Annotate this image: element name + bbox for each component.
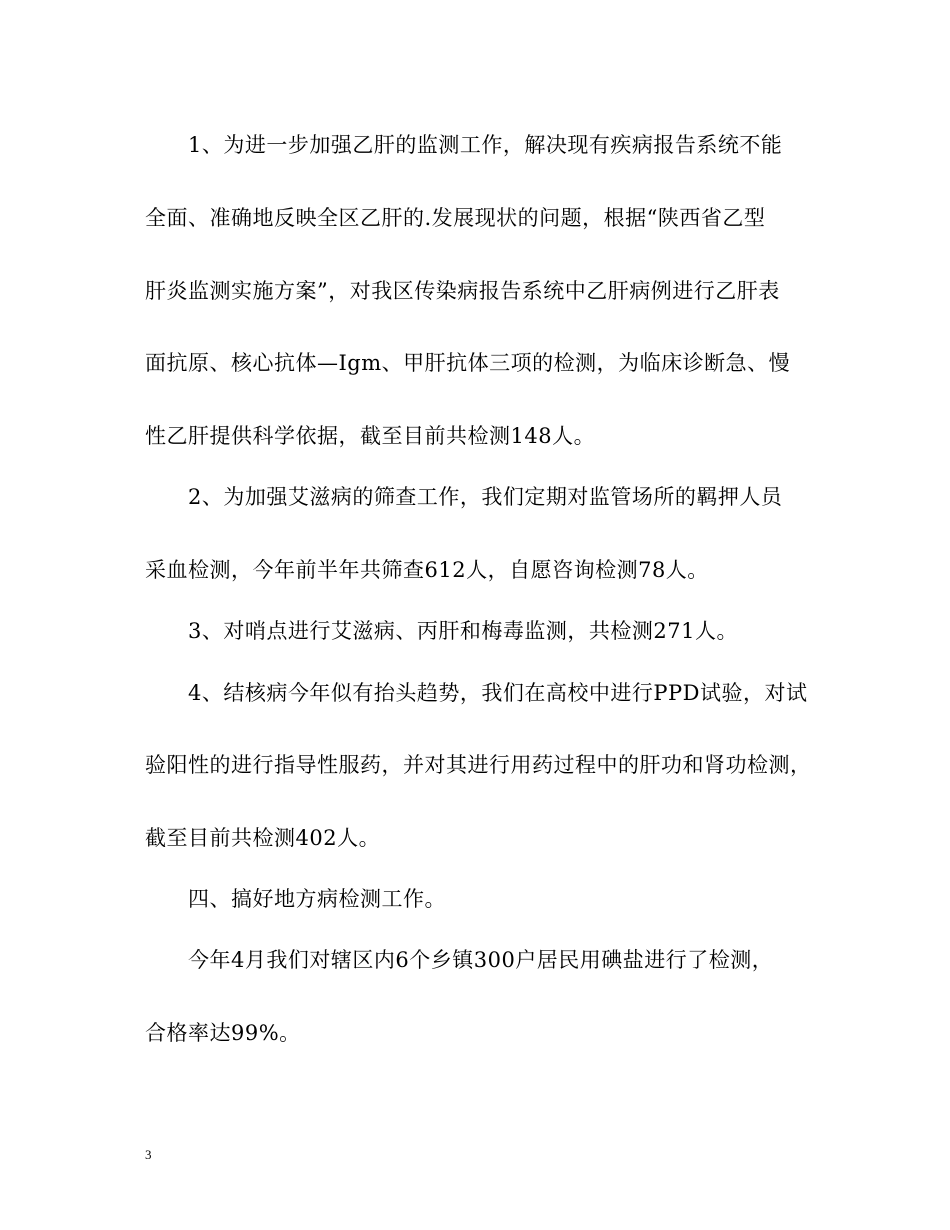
section-heading: 四、搞好地方病检测工作。 xyxy=(188,887,446,911)
paragraph-1-line-2: 全面、准确地反映全区乙肝的.发展现状的问题，根据“陕西省乙型 xyxy=(145,206,766,230)
paragraph-1-line-5: 性乙肝提供科学依据，截至目前共检测148人。 xyxy=(145,424,596,448)
paragraph-1-line-3: 肝炎监测实施方案”，对我区传染病报告系统中乙肝病例进行乙肝表 xyxy=(145,279,780,303)
paragraph-1-line-1: 1、为进一步加强乙肝的监测工作，解决现有疾病报告系统不能 xyxy=(188,133,783,157)
paragraph-2-line-1: 2、为加强艾滋病的筛查工作，我们定期对监管场所的羁押人员 xyxy=(188,485,783,509)
page-number: 3 xyxy=(145,1147,152,1162)
paragraph-5-line-1: 今年4月我们对辖区内6个乡镇300户居民用碘盐进行了检测， xyxy=(188,948,774,972)
paragraph-5-line-2: 合格率达99%。 xyxy=(145,1021,301,1045)
paragraph-4-line-1: 4、结核病今年似有抬头趋势，我们在高校中进行PPD试验，对试 xyxy=(188,681,808,705)
paragraph-4-line-2: 验阳性的进行指导性服药，并对其进行用药过程中的肝功和肾功检测， xyxy=(145,753,812,777)
paragraph-2-line-2: 采血检测，今年前半年共筛查612人，自愿咨询检测78人。 xyxy=(145,558,709,582)
paragraph-4-line-3: 截至目前共检测402人。 xyxy=(145,826,381,850)
paragraph-3-line-1: 3、对哨点进行艾滋病、丙肝和梅毒监测，共检测271人。 xyxy=(188,619,738,643)
paragraph-1-line-4: 面抗原、核心抗体—Igm、甲肝抗体三项的检测，为临床诊断急、慢 xyxy=(145,351,791,375)
